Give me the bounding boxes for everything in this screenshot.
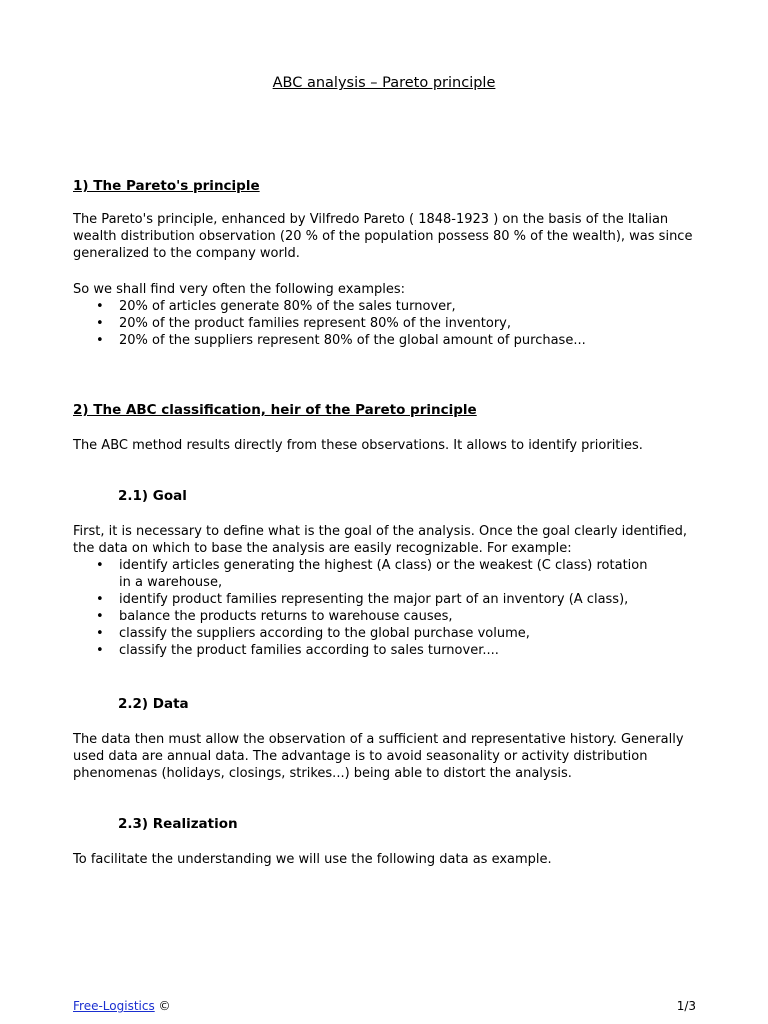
list-item: • classify the suppliers according to the global purchase volume, [73, 625, 698, 642]
section-1-bullet-list [73, 298, 698, 349]
list-item: • 20% of the product families represent 80% of the inventory, [73, 315, 698, 332]
data-heading: 2.2) Data [118, 696, 189, 712]
list-item: • 20% of articles generate 80% of the sales turnover, [73, 298, 698, 315]
list-item: • identify articles generating the highest (A class) or the weakest (C class) rotation in a warehouse, [73, 557, 698, 591]
goal-bullet-list [73, 557, 698, 659]
goal-paragraph: First, it is necessary to define what is the goal of the analysis. Once the goal clearly identified, the data on which to base the analysis are easily recognizable. For example: [73, 524, 688, 556]
list-item: • balance the products returns to warehouse causes, [73, 608, 698, 625]
footer-left [73, 998, 171, 1015]
section-2-paragraph-1: The ABC method results directly from these observations. It allows to identify priorities. [73, 438, 643, 453]
copyright-symbol: © [158, 999, 171, 1013]
realization-heading: 2.3) Realization [118, 816, 238, 832]
footer-link[interactable]: Free-Logistics [73, 999, 155, 1013]
page-number: 1/3 [676, 999, 696, 1013]
goal-heading: 2.1) Goal [118, 488, 187, 504]
section-2-heading: 2) The ABC classification, heir of the Pareto principle [73, 402, 477, 418]
realization-paragraph: To facilitate the understanding we will use the following data as example. [73, 852, 552, 867]
page-title: ABC analysis – Pareto principle [272, 75, 496, 91]
list-item: • identify product families representing the major part of an inventory (A class), [73, 591, 698, 608]
data-paragraph: The data then must allow the observation of a sufficient and representative history. Generally used data are annual data. The advantage is to avoid seasonality or activity distribution phenomenas (holidays, closings, strikes...) being able to distort the analysis. [73, 732, 684, 781]
section-1-paragraph-1: The Pareto's principle, enhanced by Vilfredo Pareto ( 1848-1923 ) on the basis of the Italian wealth distribution observation (20 % of the population possess 80 % of the wealth), was since generalized to the company world. [73, 212, 693, 261]
list-item: • classify the product families according to sales turnover.... [73, 642, 698, 659]
list-item: • 20% of the suppliers represent 80% of the global amount of purchase... [73, 332, 698, 349]
section-1-paragraph-2: So we shall find very often the following examples: [73, 282, 406, 297]
section-1-heading: 1) The Pareto's principle [73, 178, 260, 194]
